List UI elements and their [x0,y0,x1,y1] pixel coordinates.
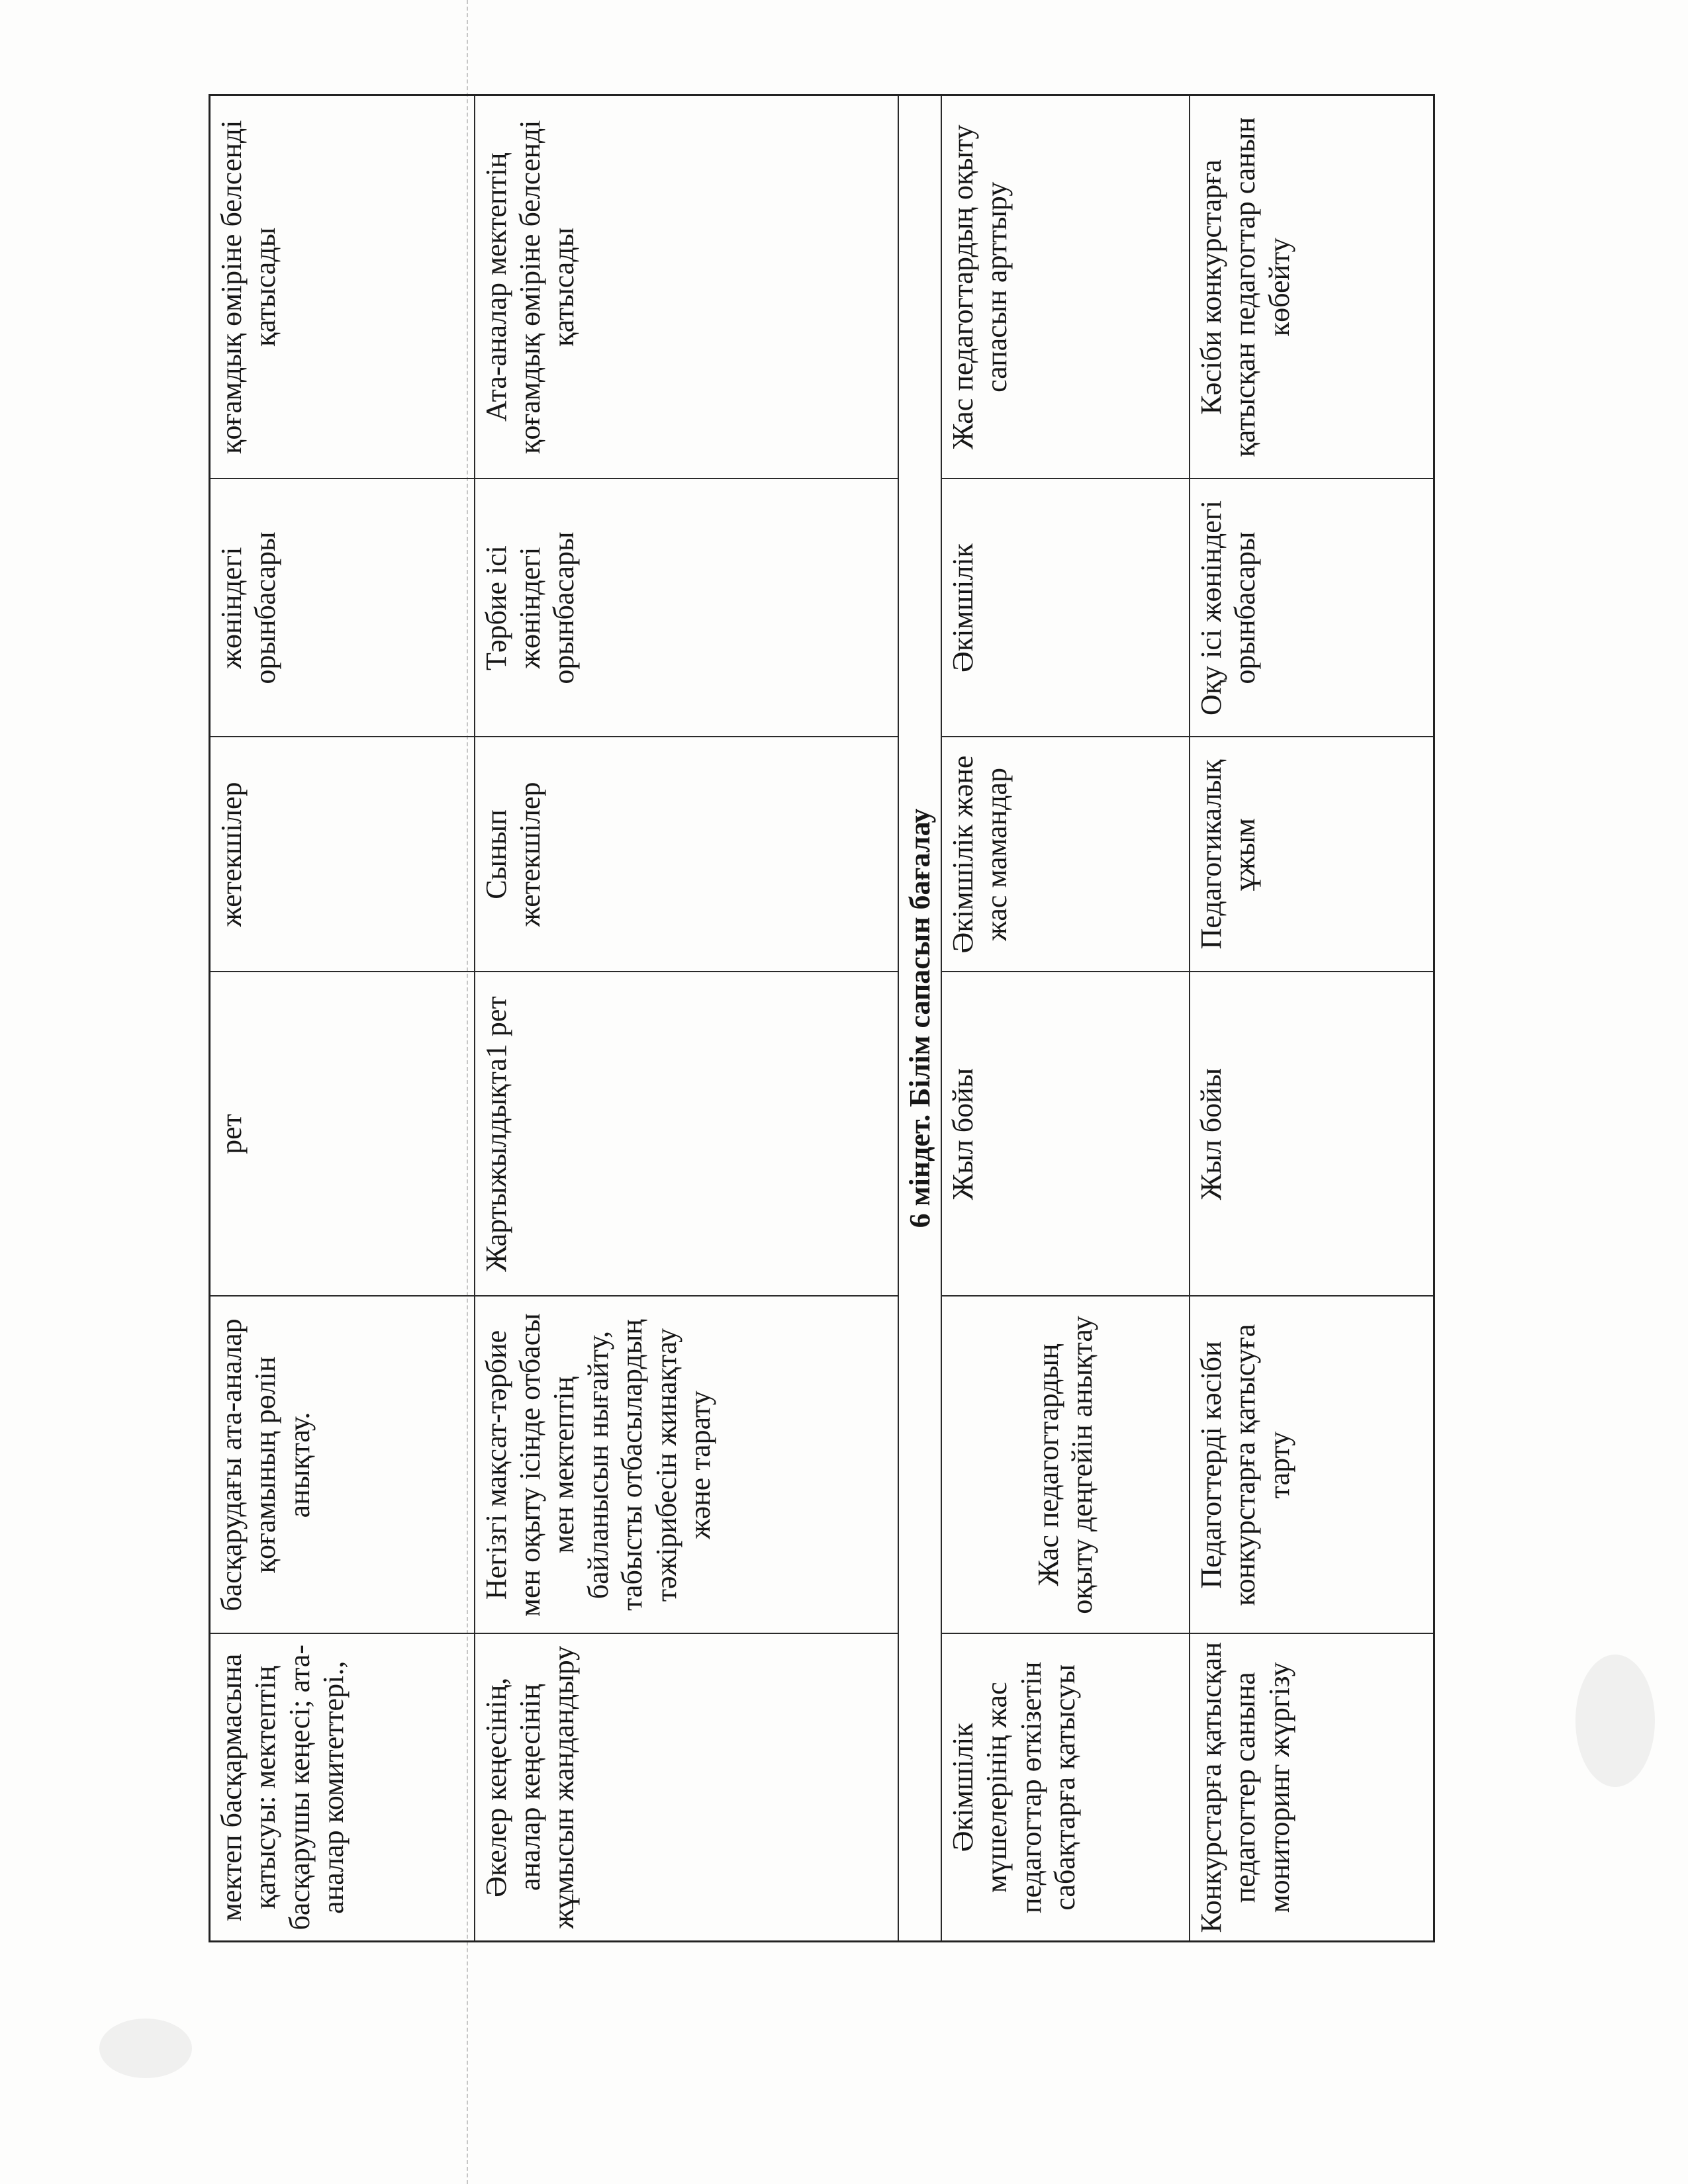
result-cell: Жас педагогтардың оқыту сапасын арттыру [941,95,1190,479]
action-plan-table [209,94,1435,1942]
table-row [475,95,898,1942]
responsible-cell: Оқу ісі жөніндегі орынбасары [1190,479,1434,737]
table-row [210,95,475,1942]
action-cell: Конкурстарға қатысқан педагогтер санына мониторинг жүргізу [1190,1634,1434,1942]
scan-smudge [99,2019,192,2078]
scan-smudge [1575,1655,1655,1787]
task-heading-row [898,95,941,1942]
responsible-cell: жөніндегі орынбасары [210,479,475,737]
timing-cell: Жыл бойы [941,972,1190,1297]
goal-cell: Негізгі мақсат-тәрбие мен оқыту ісінде отбасы мен мектептің байланысын нығайту, табысты отбасылардың тәжірибесін жинақтау және тарату [475,1297,898,1634]
timing-cell: Жартыжылдықта1 рет [475,972,898,1297]
table-row [1190,95,1434,1942]
action-cell: мектеп басқармасына қатысуы: мектептің басқарушы кеңесі; ата-аналар комитеттері., [210,1634,475,1942]
task-heading: 6 міндет. Білім сапасын бағалау [898,95,941,1942]
action-cell: Әкімшілік мүшелерінің жас педагогтар өткізетін сабақтарға қатысуы [941,1634,1190,1942]
responsible-cell: Тәрбие ісі жөніндегі орынбасары [475,479,898,737]
action-cell: Әкелер кеңесінің, аналар кеңесінің жұмысын жандандыру [475,1634,898,1942]
responsible-cell: Әкімшілік [941,479,1190,737]
responsible-group-cell: Педагогикалық ұжым [1190,737,1434,972]
goal-cell: басқарудағы ата-аналар қоғамының рөлін анықтау. [210,1297,475,1634]
result-cell: Кәсіби конкурстарға қатысқан педагогтар санын көбейту [1190,95,1434,479]
responsible-group-cell: жетекшілер [210,737,475,972]
result-cell: қоғамдық өміріне белсенді қатысады [210,95,475,479]
timing-cell: Жыл бойы [1190,972,1434,1297]
goal-cell: Жас педагогтардың оқыту деңгейін анықтау [941,1297,1190,1634]
responsible-group-cell: Сынып жетекшілер [475,737,898,972]
timing-cell: рет [210,972,475,1297]
rotated-page [209,96,1429,1942]
responsible-group-cell: Әкімшілік және жас мамандар [941,737,1190,972]
goal-cell: Педагогтерді кәсіби конкурстарға қатысуға тарту [1190,1297,1434,1634]
result-cell: Ата-аналар мектептің қоғамдық өміріне белсенді қатысады [475,95,898,479]
table-row [941,95,1190,1942]
